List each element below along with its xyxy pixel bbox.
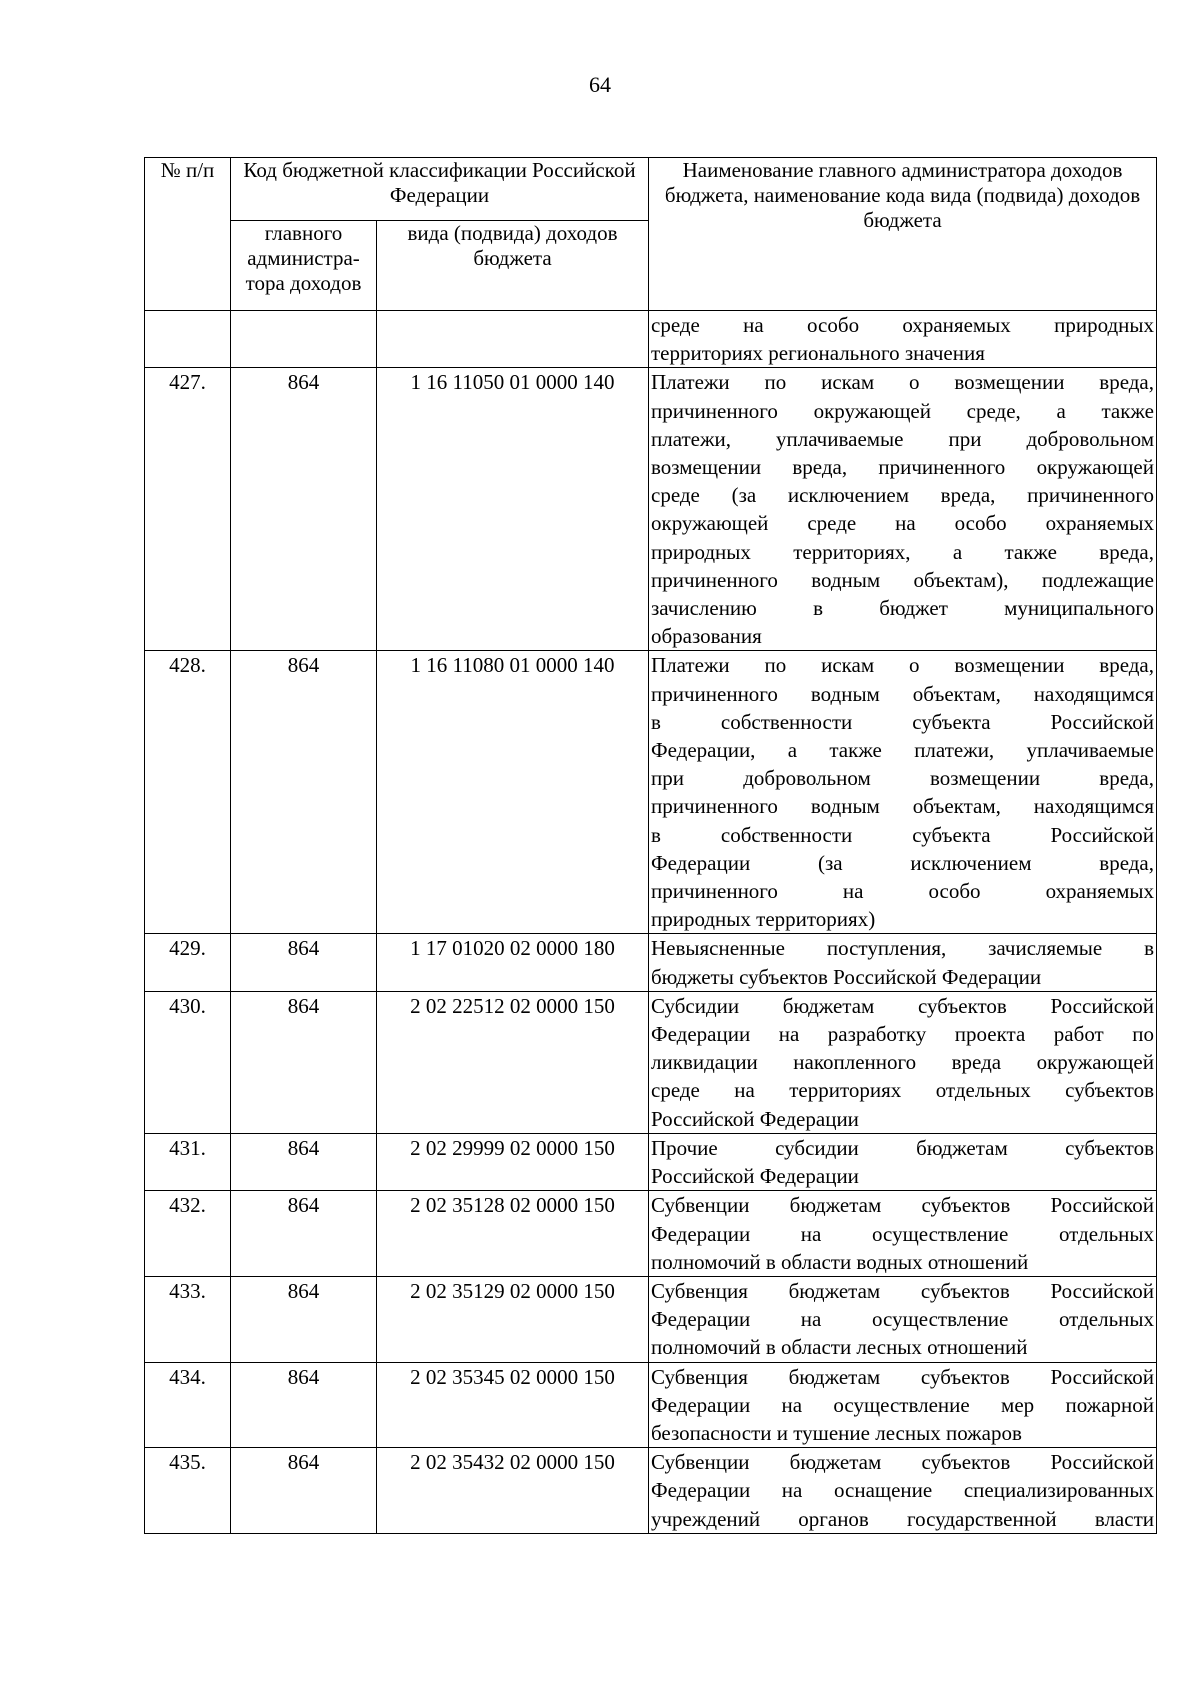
row-number-cell: 434. — [145, 1362, 231, 1448]
name-cell — [649, 651, 1157, 934]
table-row — [145, 368, 1157, 651]
name-line: Российской Федерации — [651, 1106, 859, 1131]
name-line: Субвенции бюджетам субъектов Российской — [651, 1450, 1154, 1475]
name-line: причиненного водным объектам, находящимся — [651, 794, 1154, 819]
income-code-cell: 2 02 35345 02 0000 150 — [377, 1362, 649, 1448]
name-line: зачислению в бюджет муниципального — [651, 596, 1154, 621]
admin-code-cell: 864 — [231, 1276, 377, 1362]
name-line: среде (за исключением вреда, причиненного — [651, 483, 1154, 508]
name-cell — [649, 1448, 1157, 1534]
admin-code-cell: 864 — [231, 651, 377, 934]
income-code-cell: 2 02 35128 02 0000 150 — [377, 1191, 649, 1277]
continuation-code-cell — [377, 311, 649, 368]
table-row — [145, 1276, 1157, 1362]
income-code-cell: 2 02 29999 02 0000 150 — [377, 1133, 649, 1190]
row-number-cell: 429. — [145, 934, 231, 991]
name-cell — [649, 368, 1157, 651]
page-number: 64 — [589, 72, 611, 97]
name-line: причиненного водным объектам, находящимся — [651, 681, 1154, 706]
name-line: платежи, уплачиваемые при добровольном — [651, 426, 1154, 451]
name-line: Федерации на осуществление мер пожарной — [651, 1392, 1154, 1417]
name-line: полномочий в области лесных отношений — [651, 1335, 1028, 1360]
admin-code-cell: 864 — [231, 934, 377, 991]
header-income-kind-code: вида (подвида) доходов бюджета — [377, 221, 649, 311]
name-line: возмещении вреда, причиненного окружающей — [651, 455, 1154, 480]
name-line: причиненного на особо охраняемых — [651, 879, 1154, 904]
name-line: Невыясненные поступления, зачисляемые в — [651, 936, 1154, 961]
name-line: природных территориях) — [651, 907, 876, 932]
income-code-cell: 1 17 01020 02 0000 180 — [377, 934, 649, 991]
name-line: Федерации на оснащение специализированных — [651, 1478, 1154, 1503]
table-header — [145, 158, 1157, 311]
budget-classification-table — [144, 157, 1157, 1534]
income-code-cell: 2 02 22512 02 0000 150 — [377, 991, 649, 1133]
name-line: причиненного водным объектам), подлежащие — [651, 567, 1154, 592]
row-number-cell: 435. — [145, 1448, 231, 1534]
row-number-cell: 427. — [145, 368, 231, 651]
name-line: среде на территориях отдельных субъектов — [651, 1078, 1154, 1103]
name-line: Субвенция бюджетам субъектов Российской — [651, 1364, 1154, 1389]
name-line: бюджеты субъектов Российской Федерации — [651, 964, 1042, 989]
row-number-cell: 433. — [145, 1276, 231, 1362]
income-code-cell: 2 02 35432 02 0000 150 — [377, 1448, 649, 1534]
name-line: Субвенции бюджетам субъектов Российской — [651, 1193, 1154, 1218]
admin-code-cell: 864 — [231, 991, 377, 1133]
name-cell — [649, 934, 1157, 991]
table-row — [145, 1448, 1157, 1534]
name-line: Платежи по искам о возмещении вреда, — [651, 370, 1154, 395]
table-row — [145, 991, 1157, 1133]
admin-code-cell: 864 — [231, 1448, 377, 1534]
name-cell — [649, 1133, 1157, 1190]
name-line: учреждений органов государственной власти — [651, 1506, 1154, 1531]
header-admin-code: главного администра-тора доходов — [231, 221, 377, 311]
income-code-cell: 1 16 11080 01 0000 140 — [377, 651, 649, 934]
name-cell — [649, 1191, 1157, 1277]
name-line: полномочий в области водных отношений — [651, 1249, 1029, 1274]
row-number-cell: 430. — [145, 991, 231, 1133]
name-line: Федерации на разработку проекта работ по — [651, 1022, 1154, 1047]
name-cell — [649, 1276, 1157, 1362]
table-row — [145, 934, 1157, 991]
name-line: территориях регионального значения — [651, 341, 985, 366]
row-number-cell: 431. — [145, 1133, 231, 1190]
name-line: в собственности субъекта Российской — [651, 709, 1154, 734]
table-body — [145, 311, 1157, 1534]
continuation-admin-cell — [231, 311, 377, 368]
name-line: образования — [651, 624, 762, 649]
name-line: причиненного окружающей среде, а также — [651, 398, 1154, 423]
name-cell — [649, 1362, 1157, 1448]
continuation-name-cell — [649, 311, 1157, 368]
name-line: Федерации, а также платежи, уплачиваемые — [651, 738, 1154, 763]
name-line: Прочие субсидии бюджетам субъектов — [651, 1135, 1154, 1160]
header-name: Наименование главного администратора доходов бюджета, наименование кода вида (подвида) доходов бюджета — [649, 158, 1157, 311]
name-line: Платежи по искам о возмещении вреда, — [651, 653, 1154, 678]
income-code-cell: 2 02 35129 02 0000 150 — [377, 1276, 649, 1362]
name-line: среде на особо охраняемых природных — [651, 313, 1154, 337]
name-cell — [649, 991, 1157, 1133]
name-line: Российской Федерации — [651, 1164, 859, 1189]
admin-code-cell: 864 — [231, 1191, 377, 1277]
header-row-number: № п/п — [145, 158, 231, 311]
name-line: Федерации на осуществление отдельных — [651, 1221, 1154, 1246]
row-number-cell: 432. — [145, 1191, 231, 1277]
name-line: в собственности субъекта Российской — [651, 822, 1154, 847]
header-code-group: Код бюджетной классификации Российской Федерации — [231, 158, 649, 221]
name-line: природных территориях, а также вреда, — [651, 539, 1154, 564]
name-line: Субсидии бюджетам субъектов Российской — [651, 993, 1154, 1018]
name-line: Федерации на осуществление отдельных — [651, 1307, 1154, 1332]
name-line: Субвенция бюджетам субъектов Российской — [651, 1278, 1154, 1303]
name-line: окружающей среде на особо охраняемых — [651, 511, 1154, 536]
admin-code-cell: 864 — [231, 1133, 377, 1190]
name-line: безопасности и тушение лесных пожаров — [651, 1420, 1022, 1445]
table-row — [145, 651, 1157, 934]
income-code-cell: 1 16 11050 01 0000 140 — [377, 368, 649, 651]
row-number-cell: 428. — [145, 651, 231, 934]
table-row — [145, 1191, 1157, 1277]
continuation-row — [145, 311, 1157, 368]
table-row — [145, 1133, 1157, 1190]
name-line: Федерации (за исключением вреда, — [651, 850, 1154, 875]
admin-code-cell: 864 — [231, 368, 377, 651]
table-row — [145, 1362, 1157, 1448]
admin-code-cell: 864 — [231, 1362, 377, 1448]
continuation-num-cell — [145, 311, 231, 368]
name-line: ликвидации накопленного вреда окружающей — [651, 1050, 1154, 1075]
name-line: при добровольном возмещении вреда, — [651, 766, 1154, 791]
